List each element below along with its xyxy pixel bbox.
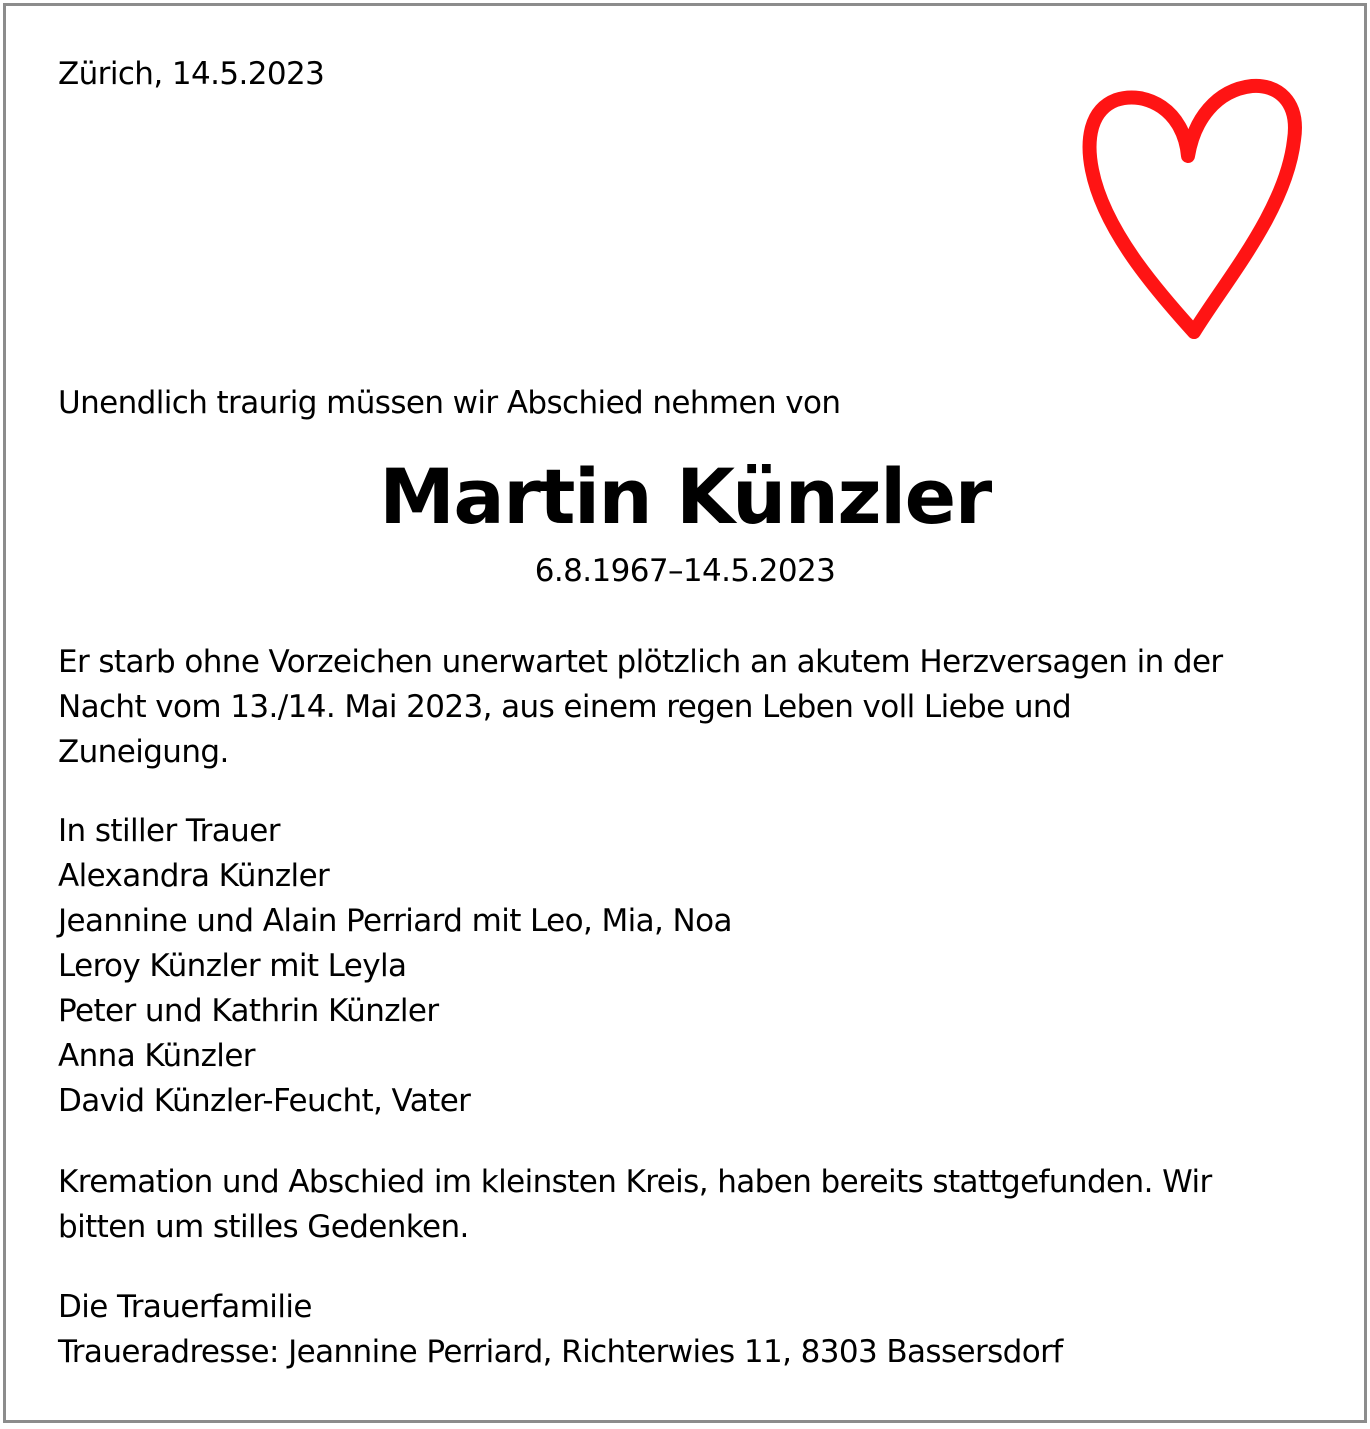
- mourner-name: Anna Künzler: [58, 1038, 255, 1074]
- mourner-name: Jeannine und Alain Perriard mit Leo, Mia, Noa: [58, 903, 732, 939]
- mourner-name: Alexandra Künzler: [58, 858, 330, 894]
- place-date: Zürich, 14.5.2023: [58, 56, 325, 92]
- mourner-name: Leroy Künzler mit Leyla: [58, 948, 407, 984]
- paragraph-line: bitten um stilles Gedenken.: [58, 1209, 469, 1245]
- mourner-name: David Künzler-Feucht, Vater: [58, 1083, 471, 1119]
- cremation-paragraph: [58, 1160, 1323, 1250]
- signature: Die Trauerfamilie: [58, 1289, 312, 1325]
- paragraph-line: Zuneigung.: [58, 734, 229, 770]
- mourners-list: [58, 809, 732, 1124]
- intro-line: Unendlich traurig müssen wir Abschied nehmen von: [58, 385, 841, 421]
- lifespan-dates: 6.8.1967–14.5.2023: [534, 553, 836, 589]
- mourners-heading: In stiller Trauer: [58, 813, 280, 849]
- deceased-name: Martin Künzler: [379, 452, 991, 541]
- heart-icon: [1076, 70, 1308, 346]
- paragraph-line: Er starb ohne Vorzeichen unerwartet plötzlich an akutem Herzversagen in der: [58, 644, 1223, 680]
- paragraph-line: Nacht vom 13./14. Mai 2023, aus einem regen Leben voll Liebe und: [58, 689, 1072, 725]
- death-paragraph: [58, 640, 1323, 775]
- closing-block: [58, 1285, 1063, 1375]
- mourning-address: Traueradresse: Jeannine Perriard, Richterwies 11, 8303 Bassersdorf: [58, 1334, 1063, 1370]
- mourner-name: Peter und Kathrin Künzler: [58, 993, 439, 1029]
- paragraph-line: Kremation und Abschied im kleinsten Kreis, haben bereits stattgefunden. Wir: [58, 1164, 1212, 1200]
